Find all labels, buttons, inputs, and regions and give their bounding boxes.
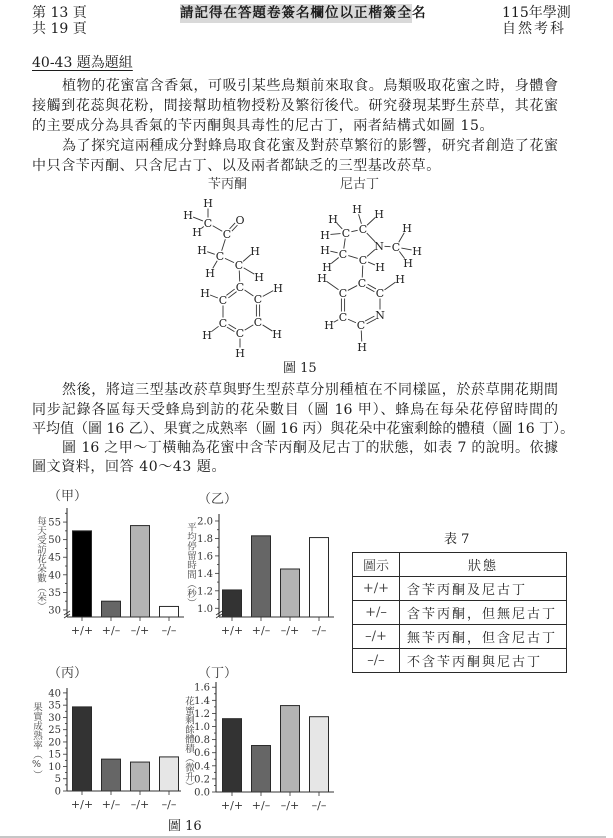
bar-1 bbox=[73, 531, 92, 617]
atom-h: H bbox=[357, 341, 367, 354]
y-tick-label: 25 bbox=[48, 725, 61, 737]
table-row bbox=[353, 601, 567, 625]
y-tick-label: 0.6 bbox=[194, 748, 210, 760]
bar-4 bbox=[310, 717, 329, 792]
atom-h: H bbox=[273, 282, 283, 295]
y-tick-label: 0.4 bbox=[194, 761, 210, 773]
bar-3 bbox=[281, 706, 300, 792]
table-header-row bbox=[353, 553, 567, 577]
paragraph-2-line-2: 中只含苄丙酮、只含尼古丁、以及兩者都缺乏的三型基改菸草。 bbox=[32, 158, 441, 174]
chart-bing-title: （丙） bbox=[48, 666, 88, 681]
y-tick-label: 30 bbox=[48, 712, 61, 724]
y-tick-label: 30 bbox=[48, 605, 61, 617]
y-tick-label: 50 bbox=[48, 535, 61, 547]
atom-h: H bbox=[375, 261, 385, 274]
bar-1 bbox=[223, 719, 242, 792]
bar-2 bbox=[252, 746, 271, 792]
y-tick-label: 0.2 bbox=[194, 774, 210, 786]
y-tick-label: 35 bbox=[48, 700, 61, 712]
y-tick-label: 1.4 bbox=[197, 568, 213, 580]
paragraph-3-line-3: 平均值（圖 16 乙）、果實之成熟率（圖 16 丙）與花朵中花蜜剩餘的體積（圖 16 丁）。 bbox=[32, 421, 575, 437]
atom-h: H bbox=[324, 319, 334, 332]
atom-c: C bbox=[391, 241, 401, 254]
x-tick-label: +/+ bbox=[70, 798, 94, 811]
signature-notice-banner: 請記得在答題卷簽名欄位以正楷簽全名 bbox=[180, 5, 427, 21]
bar-3 bbox=[281, 569, 300, 617]
y-tick-label: 40 bbox=[48, 570, 61, 582]
atom-h: H bbox=[402, 222, 412, 235]
atom-c: C bbox=[253, 316, 263, 329]
table-header-status: 狀態 bbox=[400, 553, 567, 577]
figure-16-caption: 圖 16 bbox=[168, 819, 202, 834]
atom-c: C bbox=[357, 277, 367, 290]
y-tick-label: 20 bbox=[48, 737, 61, 749]
bar-1 bbox=[73, 707, 92, 791]
chart-yi-ylabel: 平均停留時間（秒） bbox=[185, 522, 196, 608]
table-7 bbox=[352, 552, 567, 673]
atom-c: C bbox=[356, 319, 366, 332]
atom-h: H bbox=[200, 287, 210, 300]
atom-h: H bbox=[183, 209, 193, 222]
atom-c: C bbox=[338, 287, 348, 300]
atom-c: C bbox=[358, 223, 368, 236]
atom-h: H bbox=[395, 273, 405, 286]
exam-name: 115年學測 bbox=[502, 5, 571, 21]
table-row bbox=[353, 577, 567, 601]
atom-c: C bbox=[235, 327, 245, 340]
bar-3 bbox=[131, 526, 150, 617]
chart-ding bbox=[194, 682, 334, 812]
chart-jia-ylabel: 每天受訪花朵數（朵） bbox=[35, 516, 46, 611]
chart-bing-ylabel: 果實成熟率（%） bbox=[31, 702, 42, 780]
table-row bbox=[353, 625, 567, 649]
bar-1 bbox=[223, 590, 242, 617]
bar-2 bbox=[102, 601, 121, 617]
page-number: 第 13 頁 bbox=[32, 5, 87, 21]
y-tick-label: 0 bbox=[54, 786, 61, 798]
x-tick-label: +/+ bbox=[220, 624, 244, 637]
atom-c: C bbox=[218, 317, 228, 330]
y-tick-label: 0.0 bbox=[194, 787, 210, 799]
paragraph-4-line-1: 圖 16 之甲～丁橫軸為花蜜中含苄丙酮及尼古丁的狀態，如表 7 的說明。依據 bbox=[62, 440, 558, 456]
y-tick-label: 55 bbox=[48, 517, 61, 529]
table-cell-legend: –/– bbox=[353, 649, 400, 673]
x-tick-label: –/– bbox=[311, 624, 327, 637]
atom-h: H bbox=[328, 213, 338, 226]
paragraph-3-line-1: 然後，將這三型基改菸草與野生型菸草分別種植在不同樣區，於菸草開花期間 bbox=[62, 382, 558, 398]
table-cell-legend: –/+ bbox=[353, 625, 400, 649]
bar-4 bbox=[160, 606, 179, 617]
y-tick-label: 2.0 bbox=[197, 516, 213, 528]
total-pages: 共 19 頁 bbox=[32, 21, 87, 37]
atom-h: H bbox=[254, 271, 264, 284]
y-tick-label: 1.6 bbox=[197, 551, 213, 563]
chart-yi bbox=[197, 514, 334, 637]
bar-2 bbox=[252, 536, 271, 617]
atom-c: C bbox=[375, 287, 385, 300]
figure-15-caption: 圖 15 bbox=[283, 361, 317, 376]
table-row bbox=[353, 649, 567, 673]
atom-n: N bbox=[374, 240, 384, 253]
y-tick-label: 40 bbox=[48, 688, 61, 700]
atom-c: C bbox=[218, 294, 228, 307]
y-tick-label: 1.6 bbox=[194, 682, 210, 694]
atom-c: C bbox=[341, 227, 351, 240]
chart-jia-title: （甲） bbox=[48, 489, 88, 504]
x-tick-label: +/– bbox=[251, 799, 271, 812]
y-tick-label: 1.8 bbox=[197, 533, 213, 545]
y-tick-label: 45 bbox=[48, 552, 61, 564]
bar-4 bbox=[160, 757, 179, 791]
paragraph-3-line-2: 同步記錄各區每天受蜂鳥到訪的花朵數目（圖 16 甲）、蜂鳥在每朵花停留時間的 bbox=[32, 402, 558, 418]
y-tick-label: 1.4 bbox=[194, 695, 210, 707]
atom-h: H bbox=[203, 197, 213, 210]
chart-yi-title: （乙） bbox=[198, 492, 238, 507]
chart-ding-title: （丁） bbox=[198, 666, 238, 681]
y-tick-label: 5 bbox=[54, 774, 61, 786]
table-cell-status: 無苄丙酮，但含尼古丁 bbox=[400, 625, 567, 649]
x-tick-label: –/+ bbox=[280, 624, 300, 637]
paragraph-1-line-2: 接觸到花蕊與花粉，間接幫助植物授粉及繁衍後代。研究發現某野生菸草，其花蜜 bbox=[32, 98, 558, 114]
chart-ding-ylabel: 花蜜剩餘體積（微升） bbox=[183, 696, 194, 791]
paragraph-2-line-1: 為了探究這兩種成分對蜂鳥取食花蜜及對菸草繁衍的影響，研究者創造了花蜜 bbox=[62, 138, 558, 154]
atom-h: H bbox=[403, 257, 413, 270]
x-tick-label: +/– bbox=[101, 624, 121, 637]
x-tick-label: +/+ bbox=[70, 624, 94, 637]
atom-h: H bbox=[205, 267, 215, 280]
atom-c: C bbox=[203, 217, 213, 230]
atom-h: H bbox=[352, 203, 362, 216]
atom-h: H bbox=[235, 347, 245, 360]
atom-h: H bbox=[272, 328, 282, 341]
atom-h: H bbox=[250, 245, 260, 258]
paragraph-1-line-3: 的主要成分為具香氣的苄丙酮與具毒性的尼古丁，兩者結構式如圖 15。 bbox=[32, 118, 495, 134]
atom-h: H bbox=[192, 226, 202, 239]
y-tick-label: 0.8 bbox=[194, 735, 210, 747]
table-header-legend: 圖示 bbox=[353, 553, 400, 577]
atom-h: H bbox=[320, 244, 330, 257]
nicotine-label: 尼古丁 bbox=[340, 177, 380, 192]
atom-c: C bbox=[234, 259, 244, 272]
table-7-title: 表 7 bbox=[444, 532, 470, 547]
atom-c: C bbox=[338, 311, 348, 324]
y-tick-label: 15 bbox=[48, 749, 61, 761]
x-tick-label: –/– bbox=[161, 624, 177, 637]
table-cell-status: 不含苄丙酮與尼古丁 bbox=[400, 649, 567, 673]
x-tick-label: –/– bbox=[161, 798, 177, 811]
atom-h: H bbox=[197, 244, 207, 257]
atom-c: C bbox=[338, 248, 348, 261]
y-tick-label: 1.2 bbox=[197, 586, 213, 598]
atom-c: C bbox=[222, 228, 232, 241]
chart-bing bbox=[48, 688, 181, 811]
atom-h: H bbox=[317, 272, 327, 285]
atom-n: N bbox=[375, 309, 385, 322]
atom-c: C bbox=[358, 254, 368, 267]
table-cell-status: 含苄丙酮及尼古丁 bbox=[400, 577, 567, 601]
atom-c: C bbox=[215, 250, 225, 263]
x-tick-label: –/+ bbox=[130, 624, 150, 637]
chart-jia bbox=[48, 508, 184, 637]
table-7-grid bbox=[352, 552, 567, 673]
atom-h: H bbox=[374, 208, 384, 221]
subject-name: 自然考科 bbox=[502, 21, 566, 37]
atom-h: H bbox=[320, 229, 330, 242]
table-cell-legend: +/+ bbox=[353, 577, 400, 601]
x-tick-label: –/– bbox=[311, 799, 327, 812]
x-tick-label: +/+ bbox=[220, 799, 244, 812]
x-tick-label: +/– bbox=[251, 624, 271, 637]
y-tick-label: 35 bbox=[48, 587, 61, 599]
y-tick-label: 1.0 bbox=[194, 722, 210, 734]
paragraph-4-line-2: 圖文資料，回答 40～43 題。 bbox=[32, 459, 227, 475]
paragraph-1-line-1: 植物的花蜜富含香氣，可吸引某些鳥類前來取食。鳥類吸取花蜜之時，身體會 bbox=[62, 78, 558, 94]
atom-h: H bbox=[412, 245, 422, 258]
y-tick-label: 10 bbox=[48, 761, 61, 773]
bar-3 bbox=[131, 762, 150, 791]
x-tick-label: +/– bbox=[101, 798, 121, 811]
table-cell-legend: +/– bbox=[353, 601, 400, 625]
bar-2 bbox=[102, 759, 121, 791]
atom-h: H bbox=[202, 329, 212, 342]
benzylacetone-label: 苄丙酮 bbox=[208, 177, 248, 192]
table-cell-status: 含苄丙酮，但無尼古丁 bbox=[400, 601, 567, 625]
atom-c: C bbox=[253, 293, 263, 306]
x-tick-label: –/+ bbox=[130, 798, 150, 811]
atom-c: C bbox=[235, 281, 245, 294]
question-group-title: 40-43 題為題組 bbox=[32, 55, 133, 71]
atom-o: O bbox=[235, 214, 245, 227]
bar-4 bbox=[310, 538, 329, 617]
atom-h: H bbox=[322, 261, 332, 274]
x-tick-label: –/+ bbox=[280, 799, 300, 812]
y-tick-label: 1.2 bbox=[194, 708, 210, 720]
y-tick-label: 1.0 bbox=[197, 603, 213, 615]
